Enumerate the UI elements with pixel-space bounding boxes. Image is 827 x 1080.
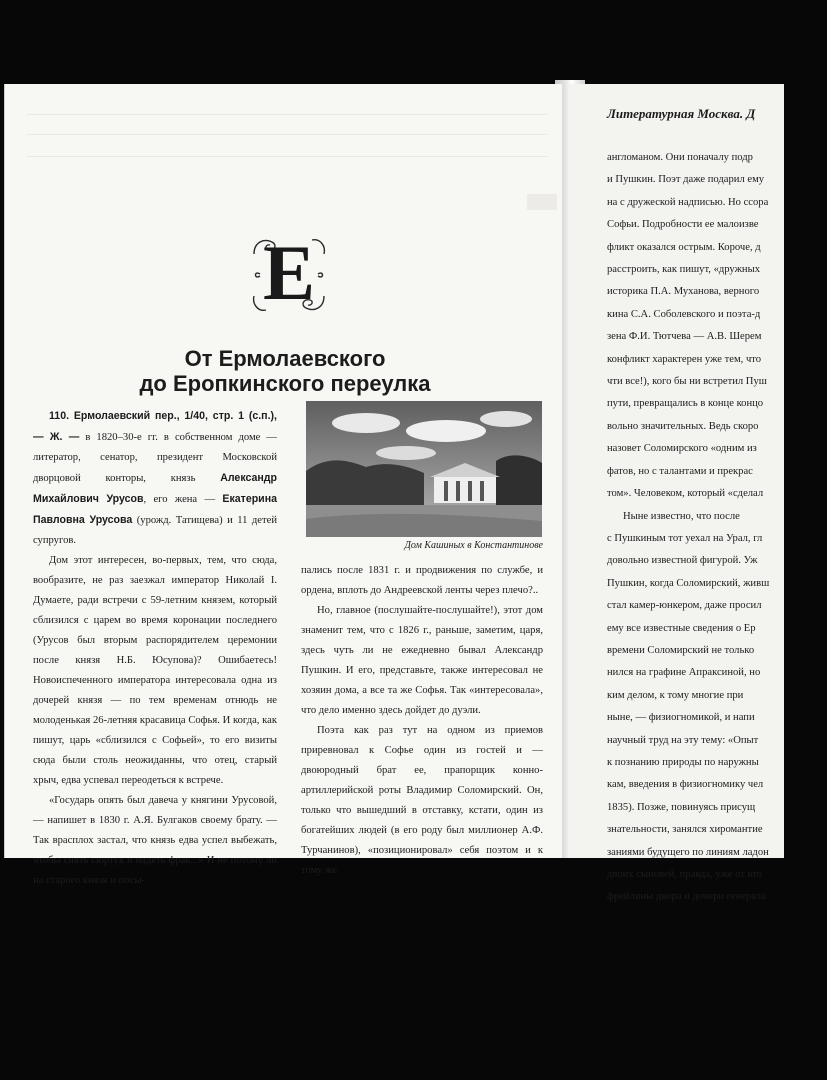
left-column: [33, 406, 277, 891]
left-page: [4, 84, 562, 886]
text-line: пути, превращались в конце концо: [607, 398, 764, 410]
text-line: англоманом. Они поначалу подр: [607, 152, 753, 163]
body-paragraph: Поэта как раз тут на одном из приемов приревновал к Софье один из гостей и — двоюродный брат ее, прапорщик конно-артиллерийской роты Владимир Соломирский. Он, только что вышедший в отставку, кстати, один из богатейших людей (в его роду был миллионер А.Ф. Турчанинов), «позиционировал» себя поэтом и к тому же: [301, 725, 543, 876]
chapter-title-line2: до Еропкинского переулка: [139, 371, 431, 396]
text-line: времени Соломирский не только: [607, 644, 755, 656]
text-line: двоих сыновей, правда, уже от вто: [607, 869, 763, 880]
text-line: знательности, занялся хиромантие: [607, 824, 763, 836]
right-column: [301, 561, 543, 881]
text-line: назовет Соломирского «одним из: [607, 443, 757, 455]
text-line: кина С.А. Соболевского и поэта-д: [607, 308, 761, 320]
text-line: на с дружеской надписью. Но ссора: [607, 196, 769, 208]
person-name: Екатерина Павловна Урусова: [33, 493, 277, 526]
text-line: фликт оказался острым. Короче, д: [607, 241, 761, 253]
chapter-title-line1: От Ермолаевского: [184, 346, 386, 371]
text-line: заниями будущего по линиям ладон: [607, 846, 769, 858]
right-page: [569, 84, 784, 903]
text-line: стал камер-юнкером, даже просил: [607, 600, 762, 612]
text-line: к познанию природы по наружны: [607, 756, 759, 768]
body-paragraph: Дом этот интересен, во-первых, тем, что сюда, вообразите, не раз заезжал император Николай I. Думаете, ради встречи с 59-летним князем, который сблизился с царем во время коронации последнего (Урусов был вторым распорядителем церемонии после князя Н.Б. Юсупова)? Ошибаетесь! Новоиспеченного императора интересовала одна из дочерей князя — по тем временам отнюдь не молоденькая 26-летняя красавица Софья. И когда, как пишут, царь «сблизился с Софьей», то его визиты сюда были столь неожиданны, что отец, старый хрыч, едва успевал переодеться к встрече.: [33, 555, 277, 786]
text-line: довольно известной фигурой. Уж: [607, 555, 758, 567]
right-page-text: [607, 147, 827, 909]
text-line: чти все!), кого бы ни встретил Пуш: [607, 376, 767, 388]
text-line: 1835). Позже, повинуясь присущ: [607, 801, 756, 813]
drop-cap-letter: Е: [263, 229, 316, 316]
chapter-title: [135, 346, 435, 396]
body-paragraph: пались после 1831 г. и продвижения по службе, и ордена, вплоть до Андреевской ленты через плечо?..: [301, 565, 543, 596]
house-photo: [306, 401, 542, 537]
text-line: фрейлины двора и дочери генерала: [607, 891, 766, 903]
running-head: Литературная Москва. Д: [607, 106, 756, 121]
entry-paragraph: 110. Ермолаевский пер., 1/40, стр. 1 (с.п.), — Ж. — в 1820–30-е гг. в собственном доме — литератор, сенатор, президент Московской дворцовой конторы, князь Александр Михайлович Урусов, его жена — Екатерина Павловна Урусова (урожд. Татищева) и 11 детей супругов.: [33, 410, 277, 546]
text-line: расстроить, как пишут, «дружных: [607, 264, 760, 276]
text-line: Пушкин, когда Соломирский, живш: [607, 577, 770, 589]
text-line: вольно значительных. Ведь скоро: [607, 420, 759, 432]
text-line: зена Ф.И. Тютчева — А.В. Шерем: [607, 331, 762, 343]
text-line: и Пушкин. Поэт даже подарил ему: [607, 174, 765, 186]
text-line: Ныне известно, что после: [623, 510, 740, 522]
text-line: научный труд на эту тему: «Опыт: [607, 734, 759, 746]
body-paragraph: «Государь опять был давеча у княгини Урусовой, — напишет в 1830 г. А.Я. Булгаков своему брату. — Так врасплох застал, что князь едва успел выбежать, чтобы снять сюртук и надеть фрак...» И не потому ли на старого князя и посы-: [33, 795, 277, 886]
text-line: кам, введения в физиогномику чел: [607, 779, 764, 791]
text-line: ему все известные сведения о Ер: [607, 622, 756, 634]
text-line: ныне, — физиогномикой, и напи: [607, 712, 755, 724]
text-line: историка П.А. Муханова, верного: [607, 286, 760, 298]
person-name: Александр Михайлович Урусов: [33, 472, 277, 505]
illustration-caption: Дом Кашиных в Константинове: [404, 540, 543, 551]
text-line: конфликт характерен уже тем, что: [607, 353, 762, 365]
text-line: нился на графине Апраксиной, но: [607, 667, 761, 679]
text-line: фатов, но с талантами и прекрас: [607, 465, 753, 477]
text-line: с Пушкиным тот уехал на Урал, гл: [607, 532, 763, 544]
text-line: том». Человеком, который «сделал: [607, 488, 764, 500]
entry-heading: 110. Ермолаевский пер., 1/40, стр. 1 (с.п.), — Ж. —: [33, 410, 277, 443]
text-line: ким делом, к тому многие при: [607, 689, 744, 701]
text-line: Софьи. Подробности ее малоизве: [607, 219, 759, 231]
body-paragraph: Но, главное (послушайте-послушайте!), этот дом знаменит тем, что с 1826 г., раньше, заметим, царя, здесь чуть ли не ежедневно бывал Александр Пушкин. И его, представьте, также интересовал не хозяин дома, а все та же Софья. Так «интересовала», что дело именно здесь дойдет до дуэли.: [301, 605, 543, 716]
